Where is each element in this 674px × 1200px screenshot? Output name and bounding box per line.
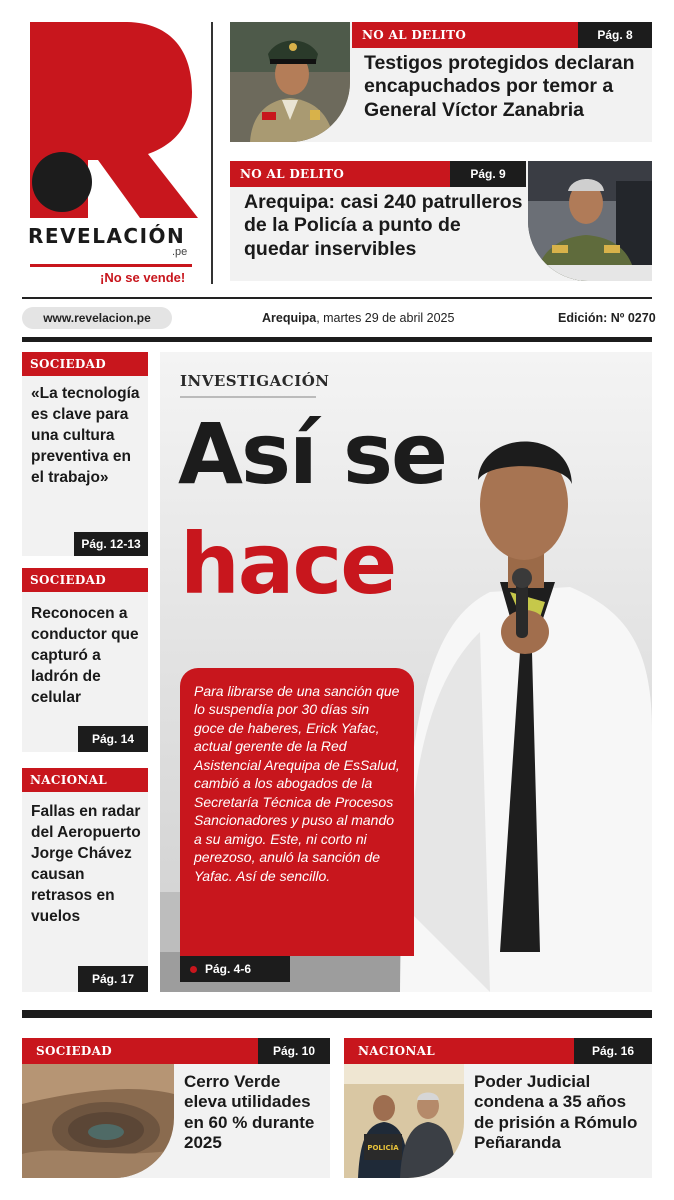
website-link[interactable]: www.revelacion.pe [43,311,151,325]
feature-kicker-rule [180,396,316,398]
mine-photo [22,1064,174,1178]
top-story-2-page: Pág. 9 [450,161,526,187]
sidebar-story-3-section: NACIONAL [22,768,148,792]
bottom-story-2-page: Pág. 16 [574,1038,652,1064]
bottom-story-2-section: NACIONAL [344,1038,574,1064]
edition-label: Edición: [558,311,611,325]
top-story-1-headline: Testigos protegidos declaran encapuchados por temor a General Víctor Zanabria [364,52,635,121]
general-photo [230,22,350,142]
dateline [262,311,454,325]
top-story-2[interactable] [230,161,652,281]
feature-title-line1: Así se [178,405,447,503]
bottom-story-1-section: SOCIEDAD [22,1038,258,1064]
sidebar-story-2[interactable] [22,568,148,752]
sidebar-story-3[interactable] [22,768,148,992]
sidebar-story-2-headline: Reconocen a conductor que capturó a ladrón de celular [31,605,139,706]
sidebar-story-2-section: SOCIEDAD [22,568,148,592]
revelacion-logo [30,22,198,222]
feature-kicker: INVESTIGACIÓN [180,372,330,390]
sidebar-story-3-page: Pág. 17 [78,966,148,992]
brand-domain: .pe [172,246,188,258]
feature-summary: Para librarse de una sanción que lo suspendía por 30 días sin goce de haberes, Erick Yafac, actual gerente de la Red Asistencial Arequipa de EsSalud, cambió a los abogados de la Secretaría Técnica de Procesos Sancionadores y puso al mando a su amigo. Este, ni corto ni perezoso, anuló la sanción de Yafac. Así de sencillo. [194,683,400,884]
bottom-story-2[interactable] [344,1038,652,1178]
feature-page-ref [180,956,290,982]
edition [558,311,656,325]
vest-label: POLICÍA [367,1144,399,1152]
top-story-1-page: Pág. 8 [578,22,652,48]
feature-page: Pág. 4-6 [205,962,252,976]
sidebar-story-2-page: Pág. 14 [78,726,148,752]
bottom-story-1-headline: Cerro Verde eleva utilidades en 60 % durante 2025 [184,1072,315,1153]
top-story-1-section: NO AL DELITO [352,22,578,48]
arrest-photo [344,1064,464,1178]
top-story-1[interactable] [230,22,652,142]
sidebar-story-1-page: Pág. 12-13 [74,532,148,556]
feature-story[interactable] [160,352,652,992]
bottom-story-1[interactable] [22,1038,330,1178]
sidebar-story-1[interactable] [22,352,148,556]
bottom-story-1-page: Pág. 10 [258,1038,330,1064]
slogan-rule [30,264,192,267]
police-official-photo [528,161,652,281]
feature-summary-box [180,668,414,956]
bottom-rule [22,1010,652,1018]
sidebar-story-3-headline: Fallas en radar del Aeropuerto Jorge Chávez causan retrasos en vuelos [31,803,141,925]
infobar-bottom-rule [22,337,652,342]
masthead-divider [211,22,213,284]
bottom-story-2-headline: Poder Judicial condena a 35 años de prisión a Rómulo Peñaranda [474,1072,638,1153]
dateline-date: , martes 29 de abril 2025 [316,311,455,325]
sidebar-story-1-headline: «La tecnología es clave para una cultura preventiva en el trabajo» [31,385,140,486]
brand-name: REVELACIÓN [28,224,186,248]
bullet-dot-icon [190,966,197,973]
top-story-2-section: NO AL DELITO [230,161,450,187]
website-pill[interactable] [22,307,172,329]
slogan: ¡No se vende! [100,270,186,285]
feature-title-line2: hace [180,515,396,613]
sidebar-story-1-section: SOCIEDAD [22,352,148,376]
infobar-top-rule [22,297,652,299]
masthead [22,20,202,290]
dateline-city: Arequipa [262,311,317,325]
edition-number: Nº 0270 [610,311,656,325]
top-story-2-headline: Arequipa: casi 240 patrulleros de la Policía a punto de quedar inservibles [244,191,523,260]
